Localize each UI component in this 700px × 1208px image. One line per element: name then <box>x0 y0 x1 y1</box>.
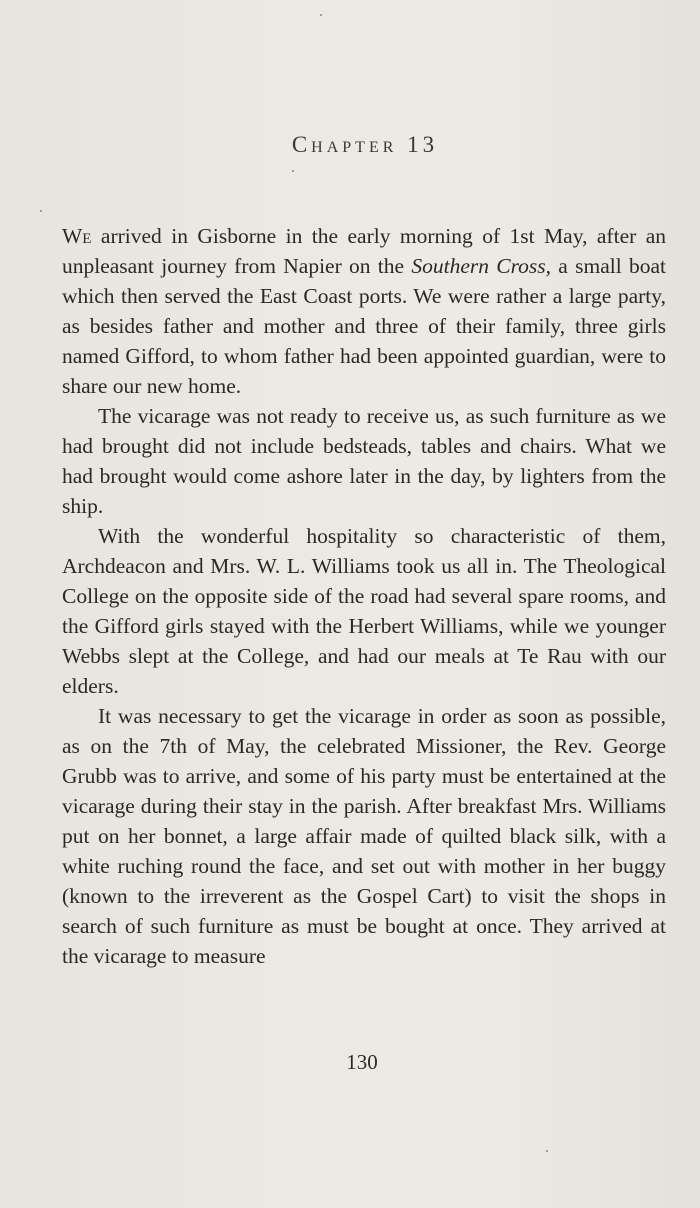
chapter-heading: Chapter 13 <box>291 132 439 157</box>
ship-name: Southern Cross, <box>411 254 552 278</box>
paper-speck <box>40 210 42 212</box>
paragraph-1 <box>62 221 666 401</box>
paper-speck <box>320 14 322 16</box>
page-number: 130 <box>346 1050 378 1074</box>
paper-speck <box>292 170 294 172</box>
paragraph-1-text: arrived in Gisborne in the early morning of 1st May, after an unpleasant journey from Napier on the <box>62 224 666 278</box>
paragraph-4: It was necessary to get the vicarage in order as soon as possible, as on the 7th of May, the celebrated Missioner, the Rev. George Grubb was to arrive, and some of his party must be entertained at the vicarage during their stay in the parish. After breakfast Mrs. Williams put on her bonnet, a large affair made of quilted black silk, with a white ruching round the face, and set out with mother in her buggy (known to the irreverent as the Gospel Cart) to visit the shops in search of such furniture as must be bought at once. They arrived at the vicarage to measure <box>62 704 666 968</box>
body-text <box>62 221 666 971</box>
paragraph-1-rest: a small boat which then served the East Coast ports. We were rather a large party, as besides father and mother and three of their family, three girls named Gifford, to whom father had been appointed guardian, were to share our new home. <box>62 254 667 398</box>
paragraph-2: The vicarage was not ready to receive us, as such furniture as we had brought did not include bedsteads, tables and chairs. What we had brought would come ashore later in the day, by lighters from the ship. <box>62 404 666 518</box>
paragraph-lead-word: We <box>62 224 92 248</box>
paper-speck <box>546 1150 548 1152</box>
paragraph-3: With the wonderful hospitality so characteristic of them, Archdeacon and Mrs. W. L. Williams took us all in. The Theological College on the opposite side of the road had several spare rooms, and the Gifford girls stayed with the Herbert Williams, while we younger Webbs slept at the College, and had our meals at Te Rau with our elders. <box>62 524 666 698</box>
